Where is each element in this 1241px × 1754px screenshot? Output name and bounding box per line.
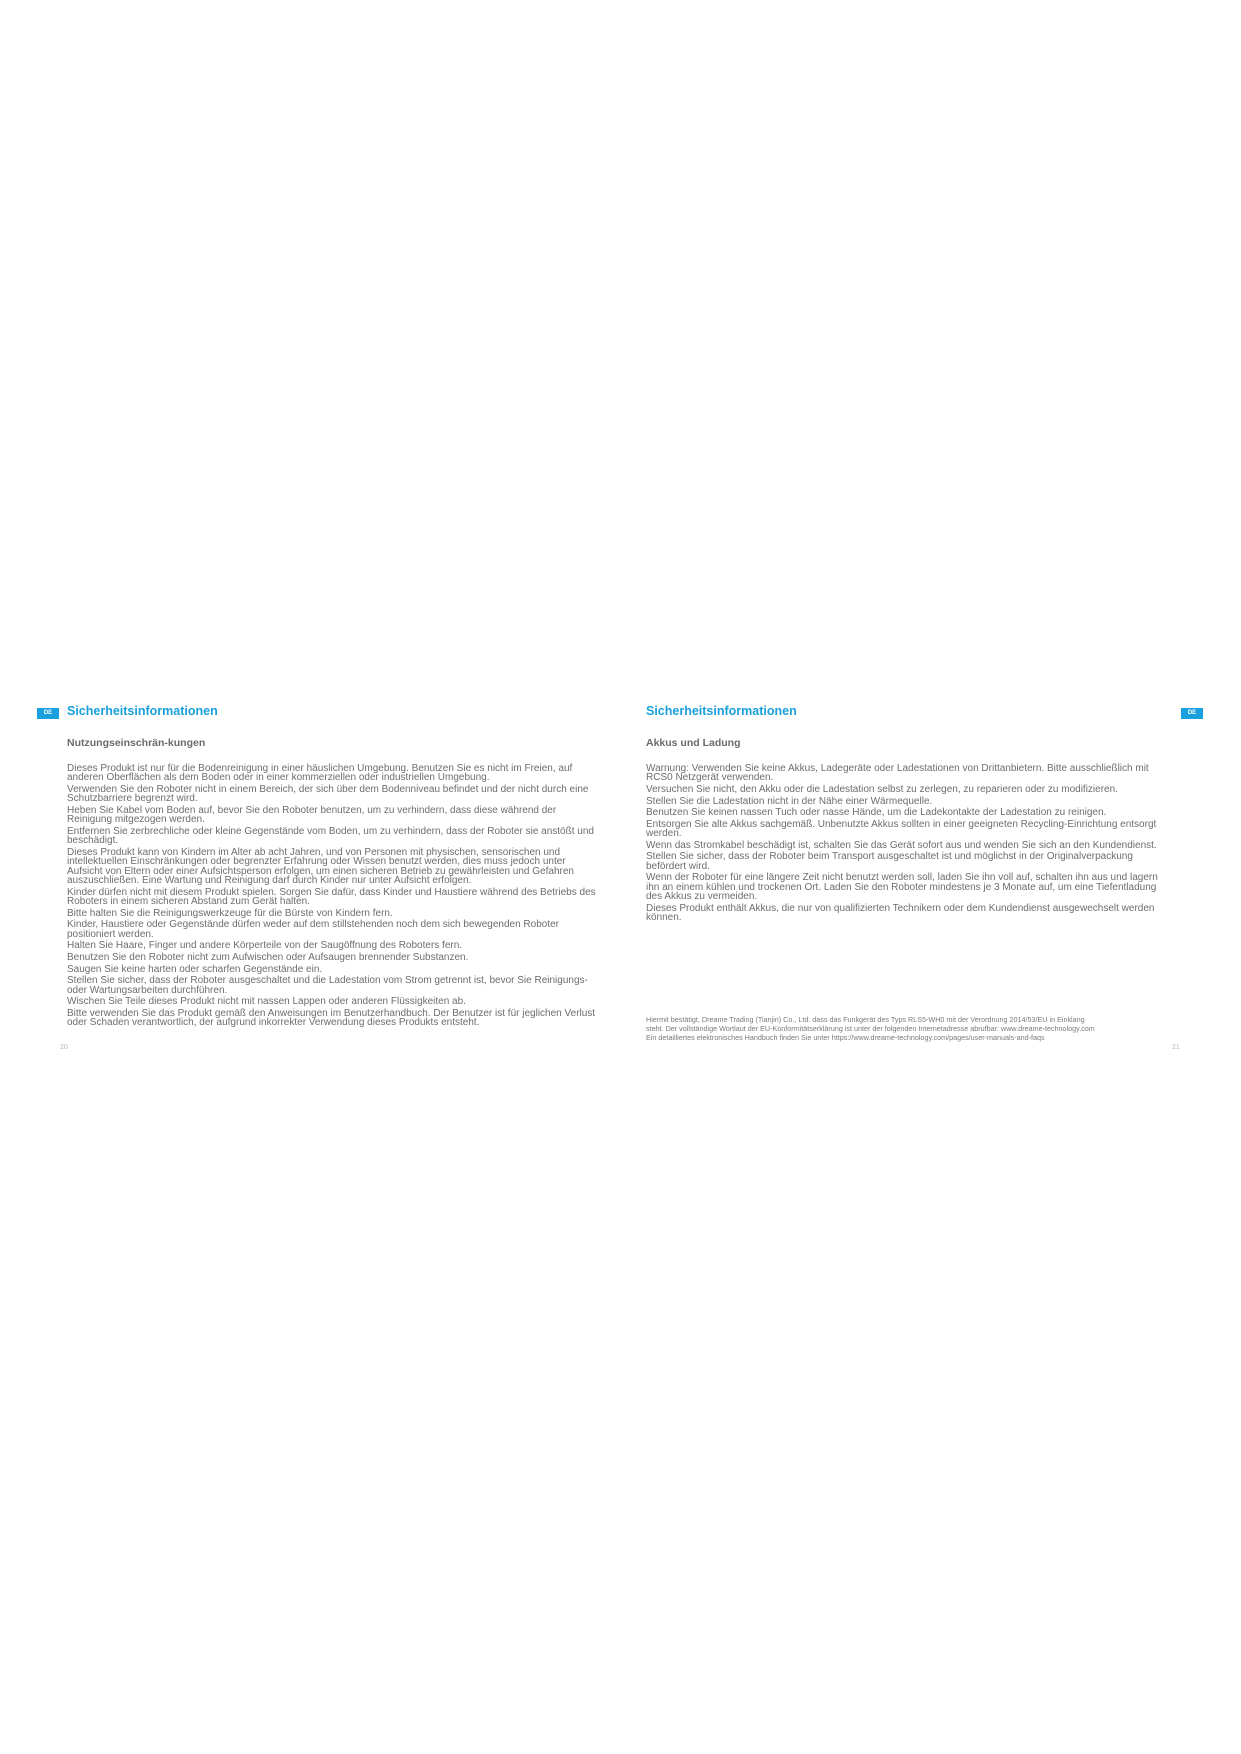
page-number-right: 21 — [1172, 1044, 1180, 1051]
paragraph: Dieses Produkt kann von Kindern im Alter ab acht Jahren, und von Personen mit physischen, sensorischen und intellektuellen Einschränkungen oder begrenzter Erfahrung oder Wissen benutzt werden, dies muss jedoch unter Aufsicht von Eltern oder einer Aufsichtsperson erfolgen, um einen sicheren Betrieb zu gewährleisten und Gefahren auszuschließen. Eine Wartung und Reinigung darf durch Kinder nur unter Aufsicht erfolgen. — [67, 847, 574, 887]
paragraph: Entsorgen Sie alte Akkus sachgemäß. Unbenutzte Akkus sollten in einer geeigneten Recycling-Einrichtung entsorgt werden. — [646, 818, 1157, 840]
paragraph: Entfernen Sie zerbrechliche oder kleine Gegenstände vom Boden, um zu verhindern, dass der Roboter sie anstößt und beschädigt. — [67, 826, 594, 847]
paragraph: Wischen Sie Teile dieses Produkt nicht mit nassen Lappen oder anderen Flüssigkeiten ab. — [67, 996, 466, 1008]
paragraph: Warnung: Verwenden Sie keine Akkus, Ladegeräte oder Ladestationen von Drittanbietern. Bitte ausschließlich mit RCS0 Netzgerät verwenden. — [646, 763, 1149, 784]
paragraph: Verwenden Sie den Roboter nicht in einem Bereich, der sich über dem Bodenniveau befindet und der nicht durch eine Schutzbarriere begrenzt wird. — [67, 784, 589, 805]
footnote-line: Hiermit bestätigt, Dreame Trading (Tianjin) Co., Ltd. dass das Funkgerät des Typs RLS5-WH0 mit der Verordnung 2014/53/EU in Einklang — [646, 1015, 1085, 1024]
paragraph: Kinder dürfen nicht mit diesem Produkt spielen. Sorgen Sie dafür, dass Kinder und Haustiere während des Betriebs des Roboters in einem sicheren Abstand zum Gerät halten. — [67, 886, 596, 908]
paragraph: Kinder, Haustiere oder Gegenstände dürfen weder auf dem stillstehenden noch dem sich bewegenden Roboter positioniert werden. — [67, 919, 559, 940]
paragraph: Wenn das Stromkabel beschädigt ist, schalten Sie das Gerät sofort aus und wenden Sie sich an den Kundendienst. — [646, 839, 1157, 851]
conformity-footnote — [646, 1015, 1166, 1043]
language-tab-left: DE — [37, 708, 59, 719]
right-page-subheading: Akkus und Ladung — [646, 737, 741, 749]
language-tab-right: DE — [1181, 708, 1203, 719]
paragraph: Stellen Sie sicher, dass der Roboter ausgeschaltet und die Ladestation vom Strom getrennt ist, bevor Sie Reinigungs- oder Wartungsarbeiten durchführen. — [67, 975, 588, 996]
paragraph: Bitte halten Sie die Reinigungswerkzeuge für die Bürste von Kindern fern. — [67, 907, 393, 919]
paragraph: Heben Sie Kabel vom Boden auf, bevor Sie den Roboter benutzen, um zu verhindern, dass diese während der Reinigung mitgezogen werden. — [67, 805, 557, 826]
right-page-body — [646, 764, 1161, 925]
footnote-line: Ein detailliertes elektronisches Handbuch finden Sie unter https://www.dreame-technology.com/pages/user-manuals-and-faqs — [646, 1033, 1045, 1043]
paragraph: Dieses Produkt ist nur für die Bodenreinigung in einer häuslichen Umgebung. Benutzen Sie es nicht im Freien, auf anderen Oberflächen als dem Boden oder in einer kommerziellen oder industriellen Umgebung. — [67, 763, 573, 784]
paragraph: Halten Sie Haare, Finger und andere Körperteile von der Saugöffnung des Roboters fern. — [67, 940, 463, 952]
left-page-heading: Sicherheitsinformationen — [67, 704, 218, 718]
paragraph: Benutzen Sie den Roboter nicht zum Aufwischen oder Aufsaugen brennender Substanzen. — [67, 952, 469, 963]
paragraph: Dieses Produkt enthält Akkus, die nur von qualifizierten Technikern oder dem Kundendienst ausgewechselt werden können. — [646, 902, 1155, 924]
page-number-left: 20 — [60, 1044, 68, 1051]
paragraph: Wenn der Roboter für eine längere Zeit nicht benutzt werden soll, laden Sie ihn voll auf, schalten ihn aus und lagern ihn an einem kühlen und trockenen Ort. Laden Sie den Roboter mindestens je 3 Monate auf, um eine Tiefentladung des Akkus zu vermeiden. — [646, 872, 1158, 903]
paragraph: Saugen Sie keine harten oder scharfen Gegenstände ein. — [67, 963, 323, 975]
paragraph: Benutzen Sie keinen nassen Tuch oder nasse Hände, um die Ladekontakte der Ladestation zu reinigen. — [646, 807, 1107, 819]
paragraph: Stellen Sie die Ladestation nicht in der Nähe einer Wärmequelle. — [646, 795, 933, 807]
paragraph: Stellen Sie sicher, dass der Roboter beim Transport ausgeschaltet ist und möglichst in der Originalverpackung befördert wird. — [646, 851, 1133, 872]
footnote-line: steht. Der vollständige Wortlaut der EU-Konformitätserklärung ist unter der folgenden Internetadresse abrufbar: www.dreame-technology.com — [646, 1024, 1095, 1034]
right-page-heading: Sicherheitsinformationen — [646, 704, 797, 718]
paragraph: Versuchen Sie nicht, den Akku oder die Ladestation selbst zu zerlegen, zu reparieren oder zu modifizieren. — [646, 784, 1118, 795]
paragraph: Bitte verwenden Sie das Produkt gemäß den Anweisungen im Benutzerhandbuch. Der Benutzer ist für jeglichen Verlust oder Schaden verantwortlich, der aufgrund inkorrekter Verwendung dieses Produkts entsteht. — [67, 1007, 596, 1029]
left-page-body — [67, 764, 597, 1030]
left-page-subheading: Nutzungseinschrän-kungen — [67, 737, 206, 749]
